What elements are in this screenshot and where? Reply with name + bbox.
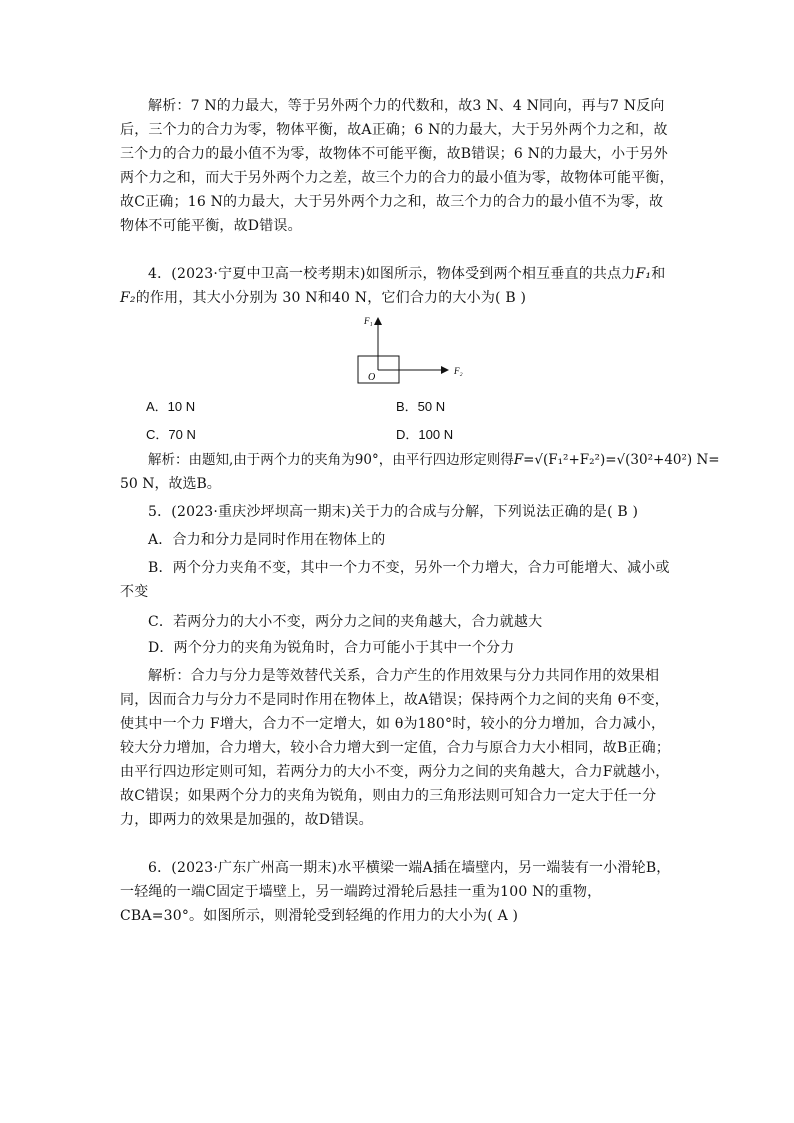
q4-f1-symbol: F₁ (635, 266, 652, 282)
q4-option-c: C．70 N (146, 427, 196, 442)
q5-option-c: C．若两分力的大小不变，两分力之间的夹角越大，合力就越大 (148, 614, 543, 630)
q4-force-diagram (350, 312, 480, 390)
q4-analysis-a: 解析：由题知,由于两个力的夹角为90°，由平行四边形定则得 (148, 452, 514, 468)
q4-stem (120, 262, 676, 310)
origin-label: O (368, 372, 376, 383)
q4-analysis-line2: 50 N，故选B。 (120, 476, 221, 492)
q4-option-d: D．100 N (396, 427, 454, 442)
q6-stem: 6．(2023·广东广州高一期末)水平横梁一端A插在墙壁内，另一端装有一小滑轮B，一轻绳的一端C固定于墙壁上，另一端跨过滑轮后悬挂一重为100 N的重物，CBA=30°。如图所示，则滑轮受到轻绳的作用力的大小为( A ) (120, 860, 671, 924)
f1-label: F₁ (364, 316, 373, 326)
q5-analysis-paragraph: 解析：合力与分力是等效替代关系，合力产生的作用效果与分力共同作用的效果相同，因而合力与分力不是同时作用在物体上，故A错误；保持两个力之间的夹角 θ不变，使其中一个力 F增大，合力不一定增大，如 θ为180°时，较小的分力增加，合力减小，较大分力增加，合力增大，较小合力增大到一定值，合力与原合力大小相同，故B正确；由平行四边形定则可知，若两分力的大小不变，两分力之间的夹角越大，合力F就越小，故C错误；如果两个分力的夹角为锐角，则由力的三角形法则可知合力一定大于任一分力，即两力的效果是加强的，故D错误。 (120, 668, 671, 828)
q5-option-a: A．合力和分力是同时作用在物体上的 (148, 532, 386, 548)
q4-stem-b: 的作用，其大小分别为 30 N和40 N，它们合力的大小为( B ) (135, 290, 527, 306)
q4-and: 和 (651, 266, 666, 282)
q4-formula: =√(F₁²+F₂²)=√(30²+40²) N= (523, 452, 720, 468)
q5-stem: 5．(2023·重庆沙坪坝高一期末)关于力的合成与分解，下列说法正确的是( B ) (148, 504, 639, 520)
f2-label: F₂ (454, 366, 463, 376)
q4-analysis-line1 (148, 450, 720, 470)
q4-stem-a: 4．(2023·宁夏中卫高一校考期末)如图所示，物体受到两个相互垂直的共点力 (148, 266, 636, 282)
q4-f2-symbol: F₂ (120, 290, 136, 306)
q5-option-b: B．两个分力夹角不变，其中一个力不变，另外一个力增大，合力可能增大、减小或不变 (120, 560, 670, 600)
q4-formula-f: F (513, 452, 524, 468)
q4-option-b: B．50 N (396, 399, 446, 414)
q4-option-a: A．10 N (146, 399, 196, 414)
q3-analysis-paragraph: 解析：7 N的力最大，等于另外两个力的代数和，故3 N、4 N同向，再与7 N反向后，三个力的合力为零，物体平衡，故A正确；6 N的力最大，大于另外两个力之和，故三个力的合力的最小值不为零，故物体不可能平衡，故B错误；6 N的力最大，小于另外两个力之和，而大于另外两个力之差，故三个力的合力的最小值为零，故物体可能平衡，故C正确；16 N的力最大，大于另外两个力之和，故三个力的合力的最小值不为零，故物体不可能平衡，故D错误。 (120, 98, 674, 234)
q5-option-d: D．两个分力的夹角为锐角时，合力可能小于其中一个分力 (148, 640, 515, 656)
